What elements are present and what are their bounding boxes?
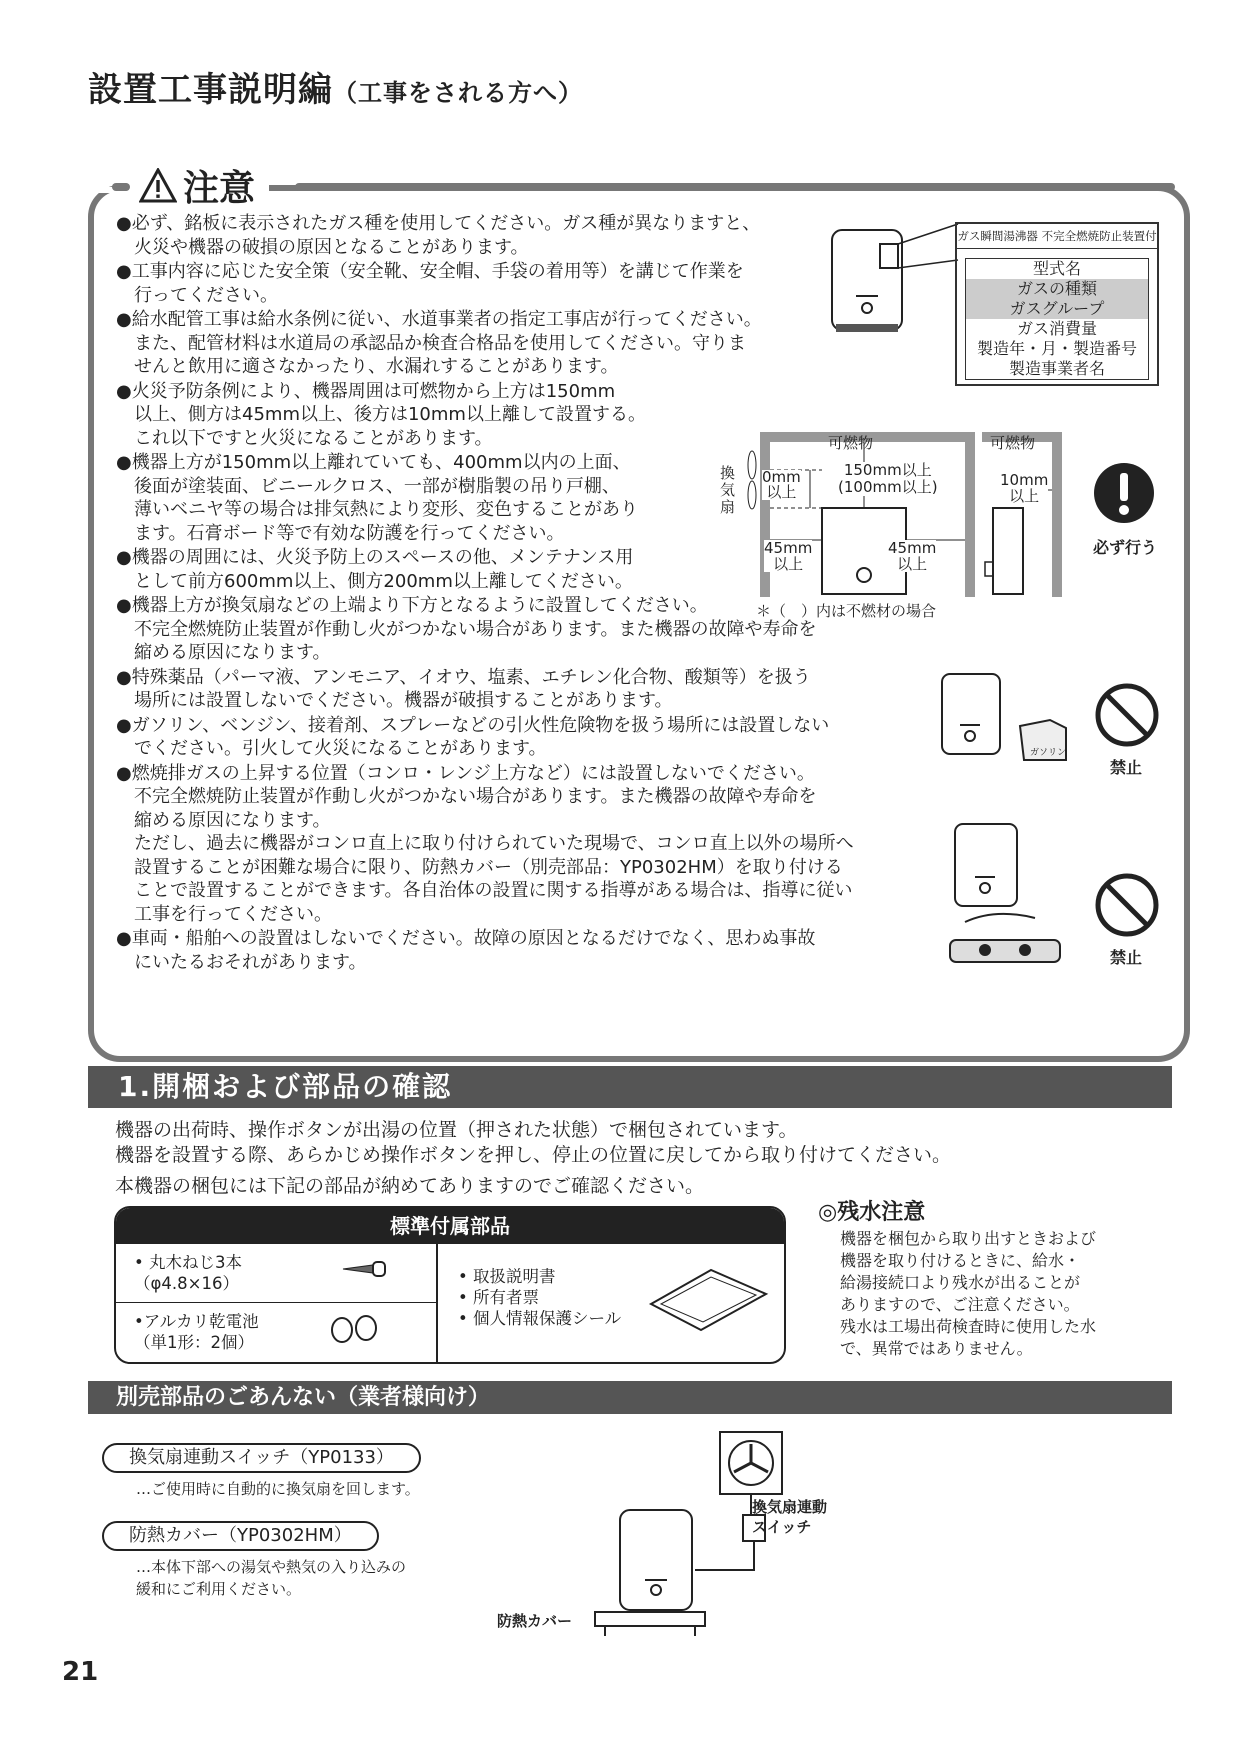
nameplate-row: 型式名 [1032,259,1081,278]
screw-icon [341,1258,391,1280]
diagram-note: ＊（ ）内は不燃材の場合 [756,602,937,620]
prohibited-icon [1094,872,1160,938]
option-heat-cover: 防熱カバー（YP0302HM） [102,1521,379,1551]
caution-bullet: ● 特殊薬品（パーマ液、アンモニア、イオウ、塩素、エチレン化合物、酸類等）を扱う 場所には設置しないでください。機器が破損することがあります。 [116,666,924,713]
heater-stove-illustration [945,822,1075,972]
heat-cover-label: 防熱カバー [497,1612,573,1630]
nameplate-row: 製造事業者名 [1008,359,1105,378]
caution-bullet: ● 火災予防条例により、機器周囲は可燃物から上方は150mm 以上、側方は45mm以上、後方は10mm以上離して設置する。 これ以下ですと火災になることがあります。 [116,380,724,451]
section1-para: 本機器の梱包には下記の部品が納めてありますのでご確認ください。 [115,1175,705,1197]
must-do-label: 必ず行う [1093,538,1158,557]
caution-bullet: ● 機器の周囲には、火災予防上のスペースの他、メンテナンス用 として前方600mm以上、側方200mm以上離してください。 [116,546,724,593]
title-sub: （工事をされる方へ） [333,79,583,107]
residual-water-title: ◎残水注意 [818,1200,926,1225]
manual-icon [641,1264,771,1334]
caution-bullet: ● 給水配管工事は給水条例に従い、水道事業者の指定工事店が行ってください。 また、配管材料は水道局の承認品か検査合格品を使用してください。守りま せんと飲用に適さなかったり、水漏れすることがあります。 [116,308,936,379]
caution-bullet: ● ガソリン、ベンジン、接着剤、スプレーなどの引火性危険物を扱う場所には設置しない でください。引火して火災になることがあります。 [116,714,924,761]
clearance-left-label: 45mm 以上 [764,539,813,573]
page-number: 21 [62,1657,99,1687]
nameplate-row: ガス消費量 [1016,319,1097,338]
clearance-diagram [710,430,1080,600]
parts-divider [116,1302,436,1303]
optional-parts-illustration [585,1430,805,1650]
must-do-icon [1093,462,1155,524]
section1-para: 機器の出荷時、操作ボタンが出湯の位置（押された状態）で梱包されています。 [115,1119,798,1141]
page-title [88,62,583,111]
title-main: 設置工事説明編 [88,70,333,110]
option-fan-switch: 換気扇連動スイッチ（YP0133） [102,1443,421,1473]
part-documents: • 取扱説明書 • 所有者票 • 個人情報保護シール [458,1267,622,1328]
section1-heading: 1.開梱および部品の確認 [88,1066,1172,1108]
warning-triangle-icon [139,168,177,204]
option-heat-cover-desc: …本体下部への湯気や熱気の入り込みの 緩和にご利用ください。 [136,1558,407,1598]
combustible-label: 可燃物 [828,434,874,452]
parts-divider [436,1244,438,1362]
caution-heading-line [295,183,1175,191]
nameplate-row: ガスの種類 [966,279,1148,299]
section1-para: 機器を設置する際、あらかじめ操作ボタンを押し、停止の位置に戻してから取り付けてください。 [115,1144,952,1166]
option-fan-switch-desc: …ご使用時に自動的に換気扇を回します。 [136,1480,420,1498]
caution-bullet: ● 必ず、銘板に表示されたガス種を使用してください。ガス種が異なりますと、 火災や機器の破損の原因となることがあります。 [116,212,936,259]
caution-bullet: ● 機器上方が換気扇などの上端より下方となるように設置してください。 不完全燃焼防止装置が作動し火がつかない場合があります。また機器の故障や寿命を 縮める原因になります。 [116,594,924,665]
prohibited-label: 禁止 [1110,758,1143,777]
section2-heading: 別売部品のごあんない（業者様向け） [88,1381,1172,1414]
nameplate-row: ガスグループ [966,299,1148,319]
residual-water-body: 機器を梱包から取り出すときおよび 機器を取り付けるときに、給水・ 給湯接続口より残水が出ることが ありますので、ご注意ください。 残水は工場出荷検査時に使用した水 で、異常ではありません。 [840,1229,1097,1358]
fan-switch-label: 換気扇連動 スイッチ [752,1498,828,1536]
prohibited-label: 禁止 [1110,948,1143,967]
nameplate-row: 製造年・月・製造番号 [976,339,1137,358]
section1-intro [115,1118,951,1168]
caution-bullet: ● 車両・船舶への設置はしないでください。故障の原因となるだけでなく、思わぬ事故 にいたるおそれがあります。 [116,927,934,974]
nameplate-rows [965,258,1149,380]
part-battery: •アルカリ乾電池 （単1形：2個） [134,1312,259,1352]
clearance-zero-label: 0mm 以上 [762,468,801,501]
clearance-right-label: 45mm 以上 [888,539,937,573]
parts-table-header: 標準付属部品 [116,1208,784,1244]
caution-heading-text: 注意 [183,168,256,209]
part-screws: • 丸木ねじ3本 （φ4.8×16） [134,1253,242,1293]
clearance-back-label: 10mm 以上 [1000,471,1049,505]
water-heater-illustration [830,220,960,340]
combustible-label: 可燃物 [990,434,1036,452]
caution-bullet: ● 燃焼排ガスの上昇する位置（コンロ・レンジ上方など）には設置しないでください。 不完全燃焼防止装置が作動し火がつかない場合があります。また機器の故障や寿命を 縮める原因になります。 ただし、過去に機器がコンロ直上に取り付けられていた現場で、コンロ直上以外の場所へ 設置することが困難な場合に限り、防熱カバー（別売部品：YP0302HM）を取り付ける ことで設置することができます。各自治体の設置に関する指導がある場合は、指導に従い 工事を行ってください。 [116,762,934,927]
battery-icon [326,1313,386,1345]
caution-heading-line-left [112,183,130,191]
parts-table [114,1206,786,1364]
caution-bullet: ● 工事内容に応じた安全策（安全靴、安全帽、手袋の着用等）を講じて作業を 行ってください。 [116,260,936,307]
clearance-top-label: 150mm以上 (100mm以上) [838,461,938,496]
prohibited-icon [1094,682,1160,748]
nameplate-header: ガス瞬間湯沸器 不完全燃焼防止装置付 [957,224,1157,249]
caution-heading [125,160,269,211]
caution-bullet: ● 機器上方が150mm以上離れていても、400mm以内の上面、 後面が塗装面、ビニールクロス、一部が樹脂製の吊り戸棚、 薄いベニヤ等の場合は排気熱により変形、変色することがあり ます。石膏ボード等で有効な防護を行ってください。 [116,451,724,545]
fan-label: 換 気 扇 [720,464,736,516]
nameplate-label [955,222,1159,386]
gasoline-label: ガソリン [1030,748,1067,758]
